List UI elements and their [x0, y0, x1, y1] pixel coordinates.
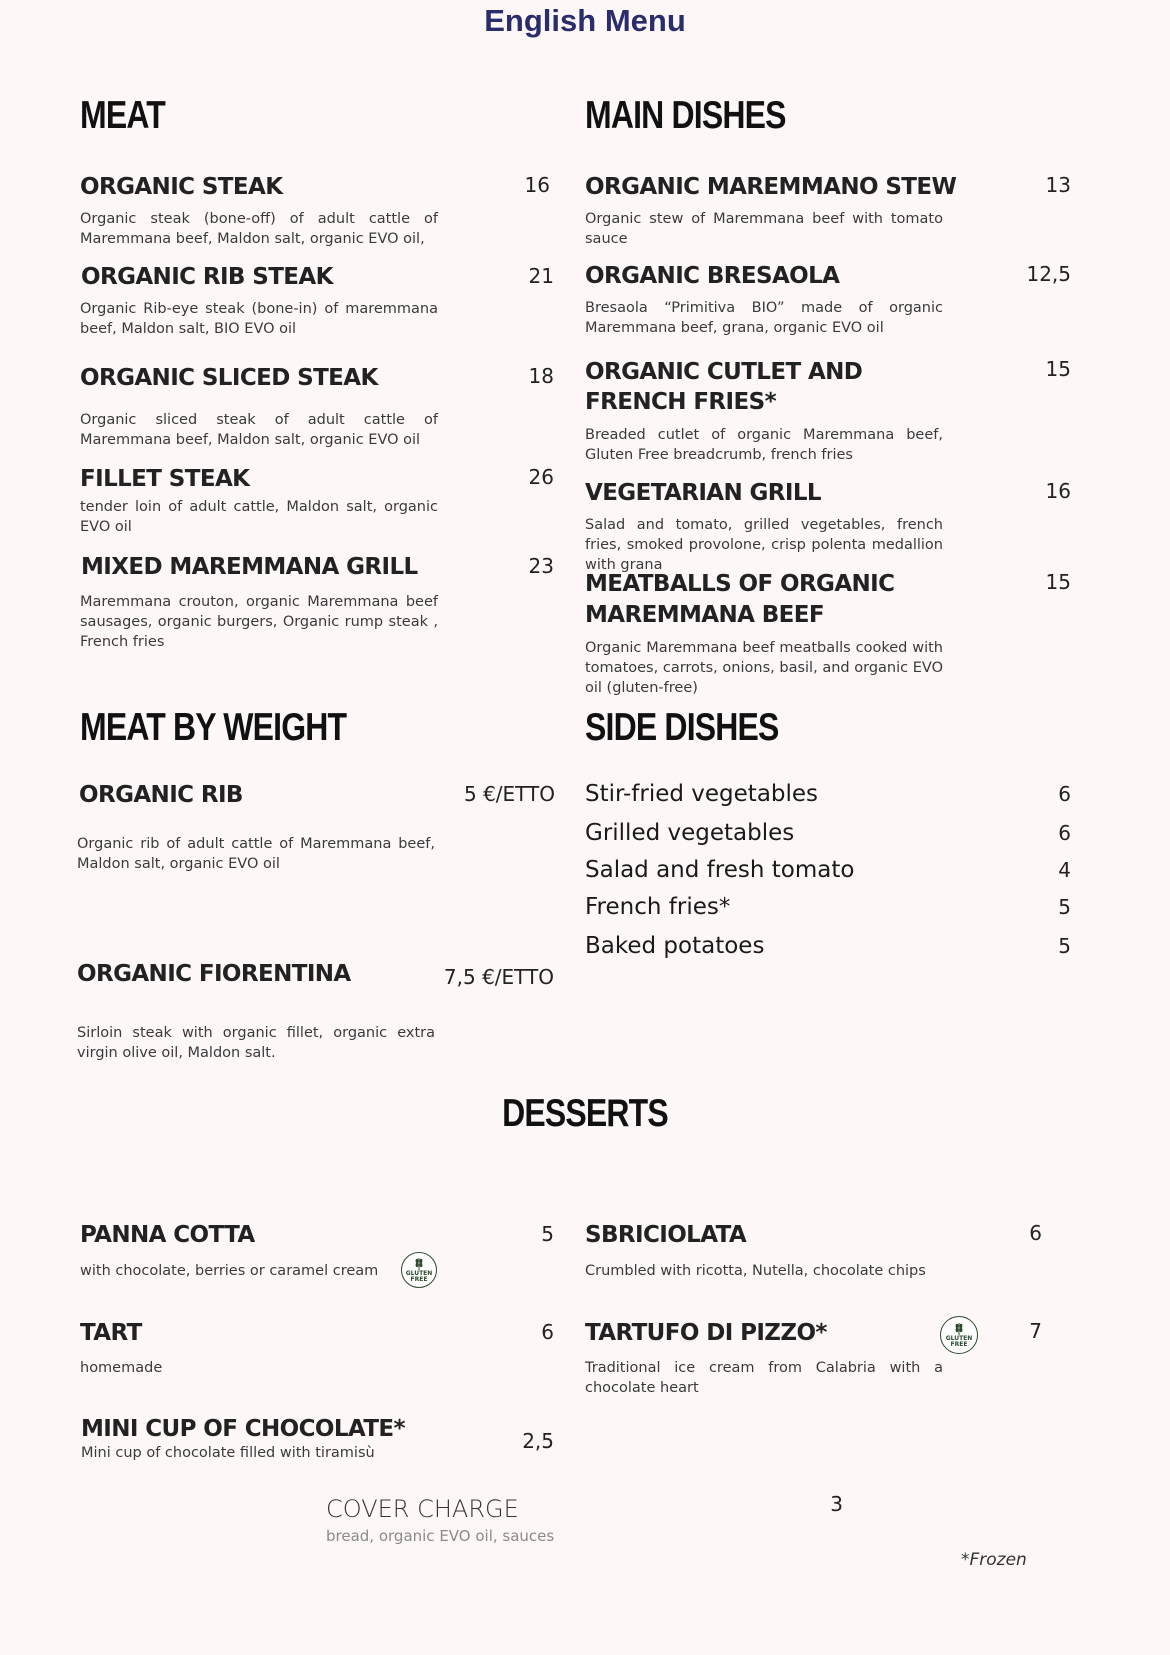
side-dish-name: Stir-fried vegetables [585, 781, 819, 807]
menu-item-name: FRENCH FRIES* [585, 389, 777, 415]
menu-item-description: Organic rib of adult cattle of Maremmana beef, Maldon salt, organic EVO oil [77, 836, 435, 872]
menu-item-name: ORGANIC MAREMMANO STEW [585, 174, 957, 200]
menu-item-name: ORGANIC BRESAOLA [585, 263, 840, 289]
side-dish-name: French fries* [585, 894, 731, 920]
dessert-price: 6 [541, 1320, 554, 1344]
menu-item-name: ORGANIC FIORENTINA [77, 961, 351, 987]
menu-item-description: Breaded cutlet of organic Maremmana beef, Gluten Free breadcrumb, french fries [585, 427, 943, 463]
section-meat-heading: MEAT [80, 94, 165, 137]
gluten-free-badge [940, 1316, 978, 1354]
dessert-price: 2,5 [522, 1429, 554, 1453]
dessert-description: Crumbled with ricotta, Nutella, chocolate chips [585, 1263, 926, 1279]
dessert-description: Traditional ice cream from Calabria with a chocolate heart [585, 1360, 943, 1396]
side-dish-price: 5 [1058, 934, 1071, 958]
menu-item-description: tender loin of adult cattle, Maldon salt, organic EVO oil [80, 499, 438, 535]
side-dish-price: 5 [1058, 895, 1071, 919]
dessert-name: MINI CUP OF CHOCOLATE* [81, 1416, 405, 1442]
cover-charge-price: 3 [830, 1492, 843, 1516]
gluten-free-badge [401, 1252, 437, 1288]
menu-item-description: Maremmana crouton, organic Maremmana beef sausages, organic burgers, Organic rump steak , French fries [80, 594, 438, 650]
menu-item-name: MAREMMANA BEEF [585, 602, 825, 628]
menu-item-name: MIXED MAREMMANA GRILL [81, 554, 418, 580]
menu-item-price: 15 [1045, 357, 1071, 381]
menu-item-description: Organic steak (bone-off) of adult cattle of Maremmana beef, Maldon salt, organic EVO oil, [80, 211, 438, 247]
dessert-description: with chocolate, berries or caramel cream [80, 1263, 379, 1279]
menu-item-price: 21 [528, 264, 554, 288]
dessert-description: homemade [80, 1360, 163, 1376]
menu-item-description: Organic Maremmana beef meatballs cooked with tomatoes, carrots, onions, basil, and organic EVO oil (gluten-free) [585, 640, 943, 696]
side-dish-name: Salad and fresh tomato [585, 857, 855, 883]
menu-item-name: VEGETARIAN GRILL [585, 480, 821, 506]
dessert-name: SBRICIOLATA [585, 1222, 747, 1248]
menu-item-price: 5 €/ETTO [463, 782, 555, 806]
menu-item-price: 26 [528, 465, 554, 489]
dessert-price: 6 [1029, 1221, 1042, 1245]
wheat-icon [952, 1322, 966, 1336]
section-desserts-heading: DESSERTS [502, 1092, 668, 1135]
menu-item-name: ORGANIC RIB [79, 782, 243, 808]
section-main-dishes-heading: MAIN DISHES [585, 94, 786, 137]
menu-item-price: 12,5 [1026, 262, 1071, 286]
dessert-price: 7 [1029, 1319, 1042, 1343]
menu-item-name: ORGANIC SLICED STEAK [80, 365, 378, 391]
cover-charge-description: bread, organic EVO oil, sauces [326, 1527, 555, 1545]
cover-charge-label: COVER CHARGE [326, 1495, 519, 1523]
side-dish-name: Baked potatoes [585, 933, 765, 959]
menu-item-price: 23 [528, 554, 554, 578]
dessert-name: TARTUFO DI PIZZO* [585, 1320, 827, 1346]
menu-item-price: 7,5 €/ETTO [443, 965, 554, 989]
section-side-dishes-heading: SIDE DISHES [585, 706, 779, 749]
menu-item-description: Organic Rib-eye steak (bone-in) of maremmana beef, Maldon salt, BIO EVO oil [80, 301, 438, 337]
menu-item-price: 16 [1045, 479, 1071, 503]
side-dish-price: 4 [1058, 858, 1071, 882]
menu-item-description: Salad and tomato, grilled vegetables, french fries, smoked provolone, crisp polenta medallion with grana [585, 517, 943, 573]
menu-item-name: ORGANIC RIB STEAK [81, 264, 333, 290]
gluten-free-label: FREE [410, 1276, 428, 1283]
dessert-price: 5 [541, 1222, 554, 1246]
menu-item-description: Bresaola “Primitiva BIO” made of organic Maremmana beef, grana, organic EVO oil [585, 300, 943, 336]
wheat-icon [412, 1257, 426, 1271]
menu-item-name: MEATBALLS OF ORGANIC [585, 571, 895, 597]
menu-item-description: Organic stew of Maremmana beef with tomato sauce [585, 211, 943, 247]
section-meat-by-weight-heading: MEAT BY WEIGHT [80, 706, 347, 749]
side-dish-name: Grilled vegetables [585, 820, 795, 846]
dessert-name: TART [80, 1320, 142, 1346]
menu-item-description: Organic sliced steak of adult cattle of Maremmana beef, Maldon salt, organic EVO oil [80, 412, 438, 448]
menu-item-name: FILLET STEAK [80, 466, 250, 492]
gluten-free-label: GLUTEN [405, 1270, 433, 1277]
gluten-free-label: FREE [950, 1341, 968, 1348]
side-dish-price: 6 [1058, 782, 1071, 806]
frozen-footnote: *Frozen [961, 1550, 1027, 1570]
side-dish-price: 6 [1058, 821, 1071, 845]
dessert-name: PANNA COTTA [80, 1222, 255, 1248]
menu-item-price: 15 [1045, 570, 1071, 594]
page-title: English Menu [484, 3, 686, 38]
menu-item-price: 16 [524, 173, 550, 197]
menu-item-price: 13 [1045, 173, 1071, 197]
menu-item-name: ORGANIC CUTLET AND [585, 359, 863, 385]
dessert-description: Mini cup of chocolate filled with tiramisù [81, 1445, 375, 1461]
menu-item-name: ORGANIC STEAK [80, 174, 283, 200]
menu-item-description: Sirloin steak with organic fillet, organic extra virgin olive oil, Maldon salt. [77, 1025, 435, 1061]
menu-item-price: 18 [528, 364, 554, 388]
gluten-free-label: GLUTEN [945, 1335, 973, 1342]
